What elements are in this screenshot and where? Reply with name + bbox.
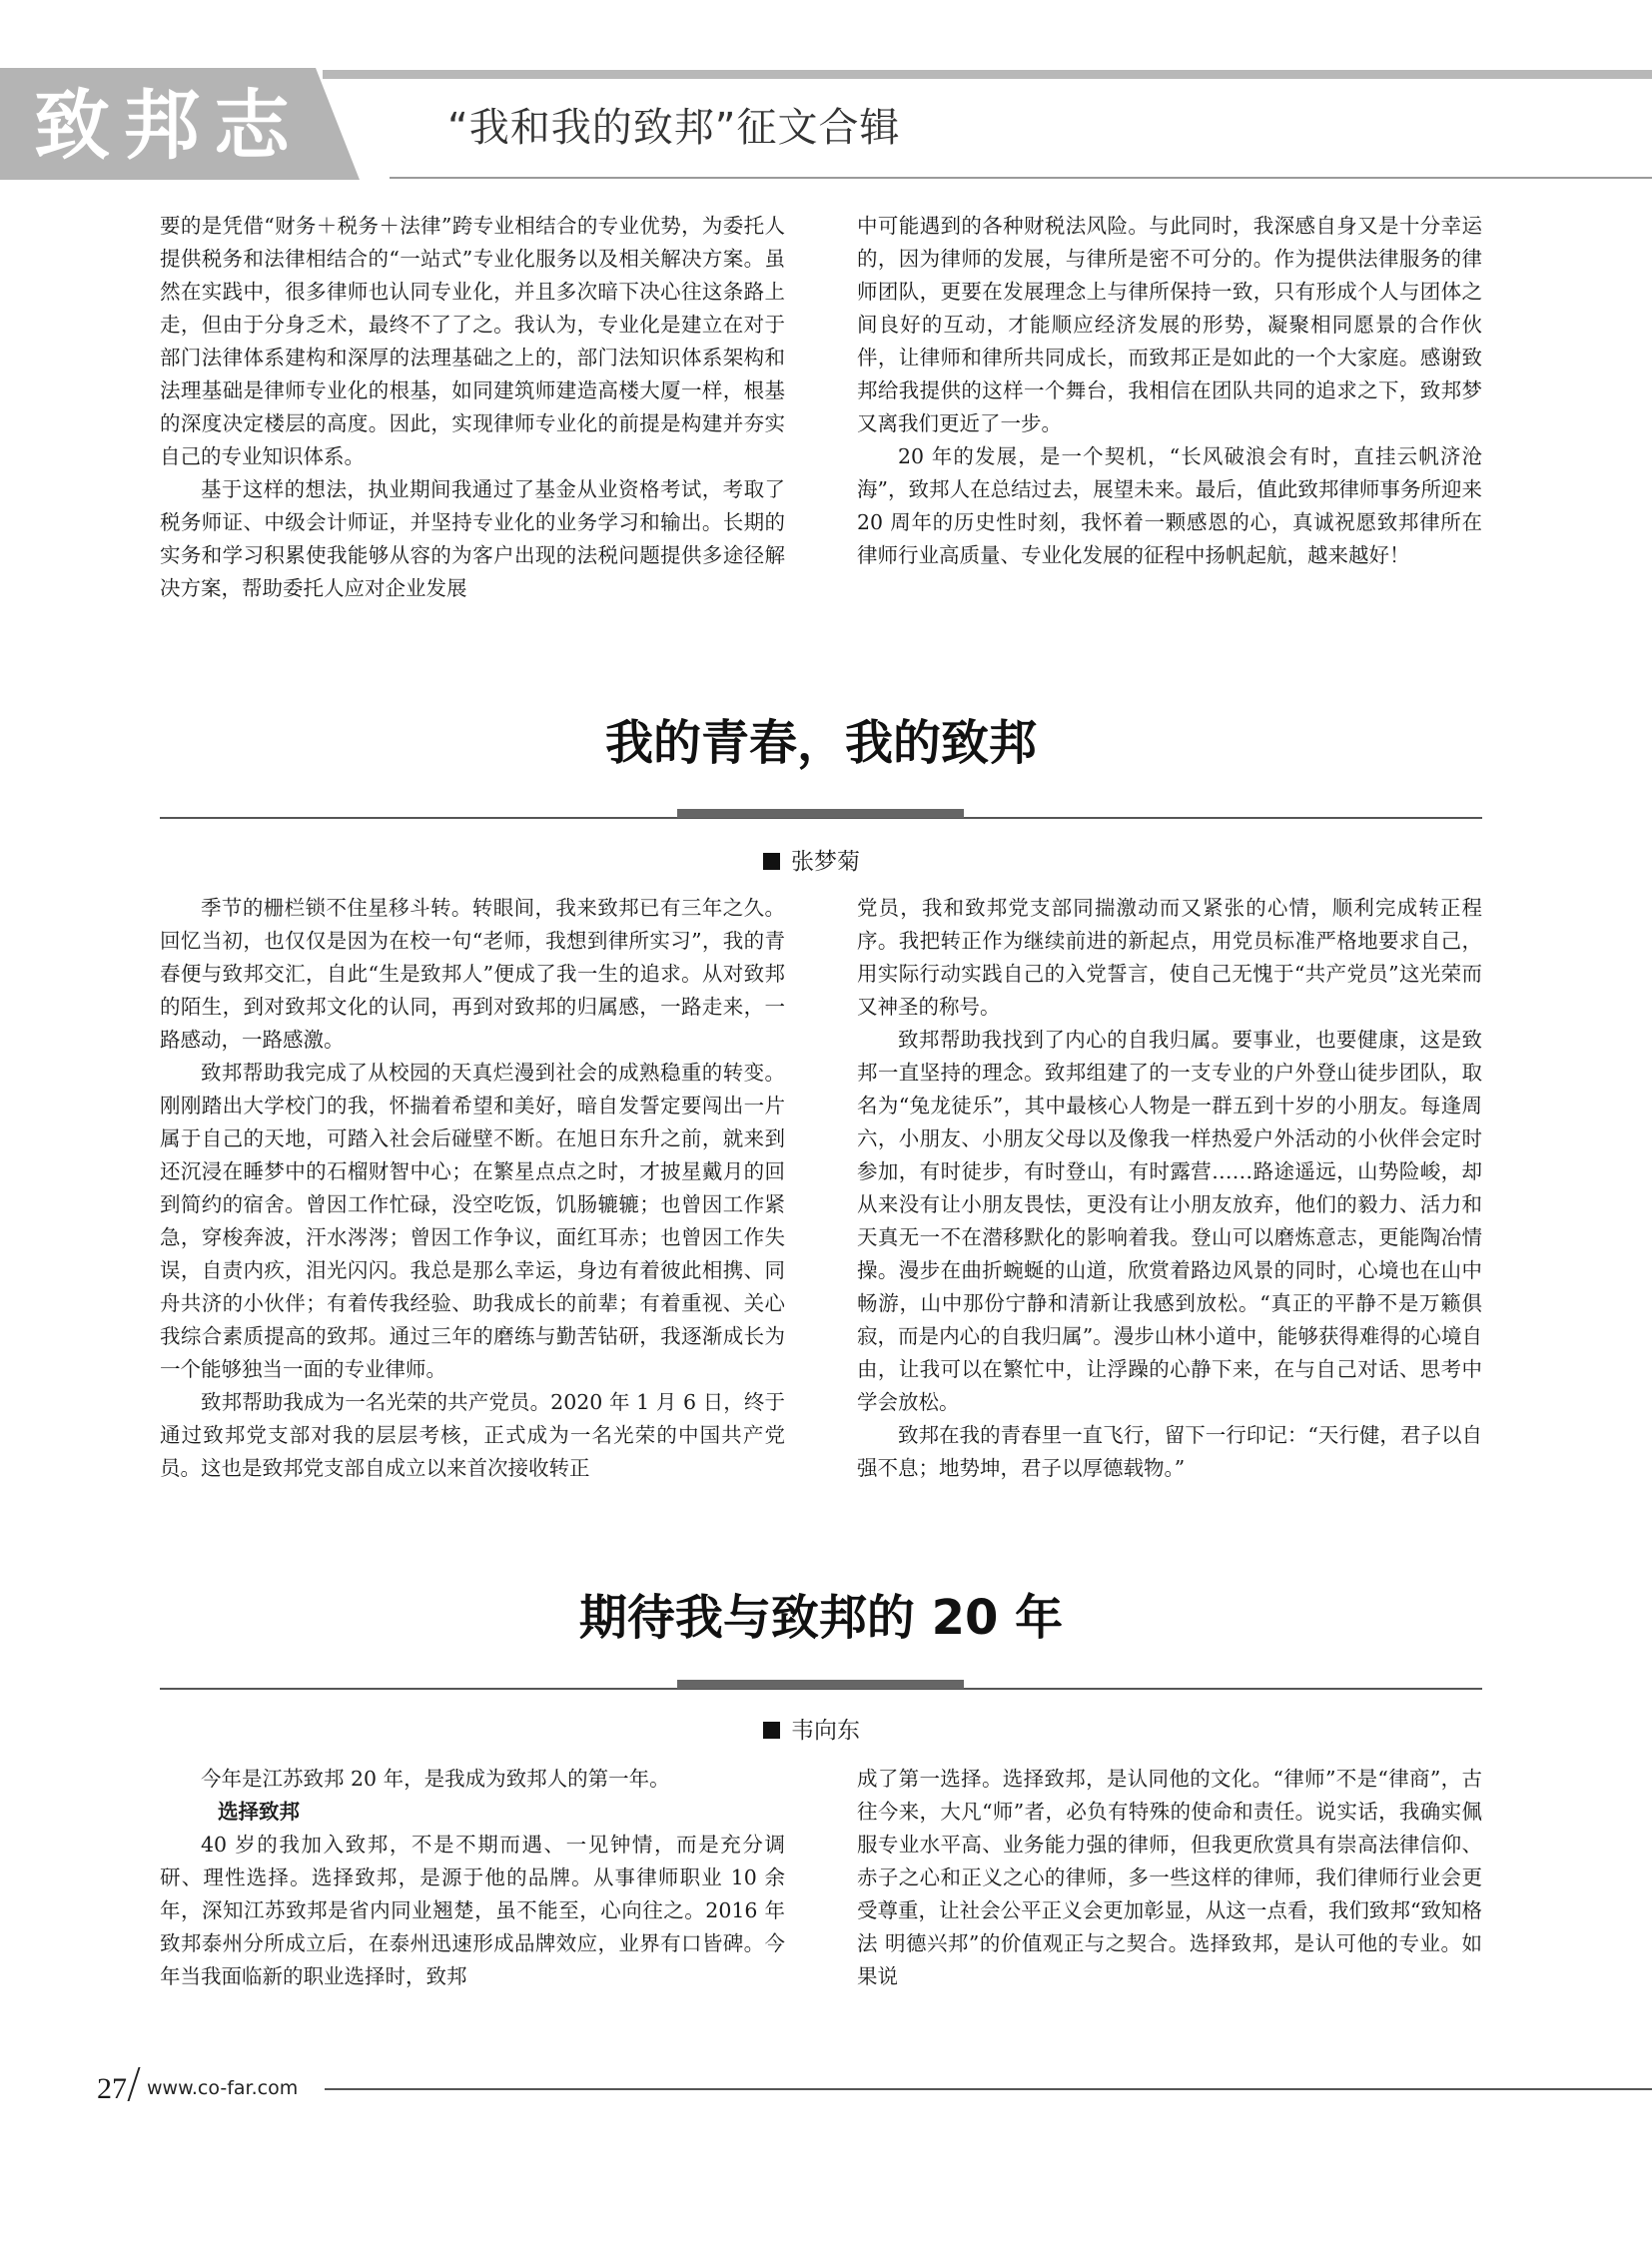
author-name: 张梦菊 — [791, 849, 860, 875]
paragraph: 20 年的发展，是一个契机，“长风破浪会有时，直挂云帆济沧海”，致邦人在总结过去，展望未来。最后，值此致邦律师事务所迎来 20 周年的历史性时刻，我怀着一颗感恩的心，真诚祝愿致邦律所在律师行业高质量、专业化发展的征程中扬帆起航，越来越好！ — [857, 444, 1482, 567]
paragraph: 党员，我和致邦党支部同揣激动而又紧张的心情，顺利完成转正程序。我把转正作为继续前进的新起点，用党员标准严格地要求自己，用实际行动实践自己的入党誓言，使自己无愧于“共产党员”这光荣而又神圣的称号。 — [857, 896, 1482, 1019]
paragraph: 40 岁的我加入致邦，不是不期而遇、一见钟情，而是充分调研、理性选择。选择致邦，是源于他的品牌。从事律师职业 10 余年，深知江苏致邦是省内同业翘楚，虽不能至，心向往之。2016 年致邦泰州分所成立后，在泰州迅速形成品牌效应，业界有口皆碑。今年当我面临新的职业选择时，致邦 — [160, 1833, 785, 1988]
intro-left-column — [160, 210, 785, 605]
paragraph: 致邦帮助我成为一名光荣的共产党员。2020 年 1 月 6 日，终于通过致邦党支部对我的层层考核，正式成为一名光荣的中国共产党员。这也是致邦党支部自成立以来首次接收转正 — [160, 1390, 785, 1480]
paragraph: 致邦帮助我找到了内心的自我归属。要事业，也要健康，这是致邦一直坚持的理念。致邦组建了的一支专业的户外登山徒步团队，取名为“兔龙徒乐”，其中最核心人物是一群五到十岁的小朋友。每逢周六，小朋友、小朋友父母以及像我一样热爱户外活动的小伙伴会定时参加，有时徒步，有时登山，有时露营……路途遥远，山势险峻，却从来没有让小朋友畏怯，更没有让小朋友放弃，他们的毅力、活力和天真无一不在潜移默化的影响着我。登山可以磨炼意志，更能陶冶情操。漫步在曲折蜿蜒的山道，欣赏着路边风景的同时，心境也在山中畅游，山中那份宁静和清新让我感到放松。“真正的平静不是万籁俱寂，而是内心的自我归属”。漫步山林小道中，能够获得难得的心境自由，让我可以在繁忙中，让浮躁的心静下来，在与自己对话、思考中学会放松。 — [857, 1028, 1482, 1414]
paragraph: 致邦帮助我完成了从校园的天真烂漫到社会的成熟稳重的转变。刚刚踏出大学校门的我，怀揣着希望和美好，暗自发誓定要闯出一片属于自己的天地，可踏入社会后碰壁不断。在旭日东升之前，就来到还沉浸在睡梦中的石榴财智中心；在繁星点点之时，才披星戴月的回到简约的宿舍。曾因工作忙碌，没空吃饭，饥肠辘辘；也曾因工作紧急，穿梭奔波，汗水涔涔；曾因工作争议，面红耳赤；也曾因工作失误，自责内疚，泪光闪闪。我总是那么幸运，身边有着彼此相携、同舟共济的小伙伴；有着传我经验、助我成长的前辈；有着重视、关心我综合素质提高的致邦。通过三年的磨练与勤苦钻研，我逐渐成长为一个能够独当一面的专业律师。 — [160, 1061, 785, 1381]
author-byline — [763, 846, 860, 878]
title-rule-accent — [677, 809, 964, 818]
bullet-square-icon — [763, 1722, 780, 1739]
article1-right-column — [857, 892, 1482, 1485]
paragraph: 基于这样的想法，执业期间我通过了基金从业资格考试，考取了税务师证、中级会计师证，并坚持专业化的业务学习和输出。长期的实务和学习积累使我能够从容的为客户出现的法税问题提供多途径解决方案，帮助委托人应对企业发展 — [160, 477, 785, 600]
article-title: 期待我与致邦的 20 年 — [578, 1590, 1064, 1646]
author-byline — [763, 1715, 860, 1747]
intro-right-column — [857, 210, 1482, 572]
article1-left-column — [160, 892, 785, 1485]
footer-slash — [127, 2067, 140, 2101]
header-bottom-rule — [390, 177, 1652, 179]
author-name: 韦向东 — [791, 1718, 860, 1744]
header-top-rule — [323, 70, 1652, 79]
paragraph: 季节的栅栏锁不住星移斗转。转眼间，我来致邦已有三年之久。回忆当初，也仅仅是因为在校一句“老师，我想到律所实习”，我的青春便与致邦交汇，自此“生是致邦人”便成了我一生的追求。从对致邦的陌生，到对致邦文化的认同，再到对致邦的归属感，一路走来，一路感动，一路感激。 — [160, 896, 785, 1052]
article-title: 我的青春，我的致邦 — [604, 715, 1037, 771]
paragraph: 成了第一选择。选择致邦，是认同他的文化。“律师”不是“律商”，古往今来，大凡“师”者，必负有特殊的使命和责任。说实话，我确实佩服专业水平高、业务能力强的律师，但我更欣赏具有崇高法律信仰、赤子之心和正义之心的律师，多一些这样的律师，我们律师行业会更受尊重，让社会公平正义会更加彰显，从这一点看，我们致邦“致知格法 明德兴邦”的价值观正与之契合。选择致邦，是认可他的专业。如果说 — [857, 1767, 1482, 1988]
paragraph: 今年是江苏致邦 20 年，是我成为致邦人的第一年。 — [201, 1767, 670, 1791]
subheading: 选择致邦 — [218, 1800, 300, 1824]
paragraph: 致邦在我的青春里一直飞行，留下一行印记：“天行健，君子以自强不息；地势坤，君子以厚德载物。” — [857, 1423, 1482, 1480]
footer-rule — [325, 2088, 1652, 2090]
paragraph: 中可能遇到的各种财税法风险。与此同时，我深感自身又是十分幸运的，因为律师的发展，与律所是密不可分的。作为提供法律服务的律师团队，更要在发展理念上与律所保持一致，只有形成个人与团体之间良好的互动，才能顺应经济发展的形势，凝聚相同愿景的合作伙伴，让律师和律所共同成长，而致邦正是如此的一个大家庭。感谢致邦给我提供的这样一个舞台，我相信在团队共同的追求之下，致邦梦又离我们更近了一步。 — [857, 214, 1482, 435]
bullet-square-icon — [763, 853, 780, 870]
title-rule-accent — [677, 1680, 964, 1689]
paragraph: 要的是凭借“财务＋税务＋法律”跨专业相结合的专业优势，为委托人提供税务和法律相结合的“一站式”专业化服务以及相关解决方案。虽然在实践中，很多律师也认同专业化，并且多次暗下决心往这条路上走，但由于分身乏术，最终不了了之。我认为，专业化是建立在对于部门法律体系建构和深厚的法理基础之上的，部门法知识体系架构和法理基础是律师专业化的根基，如同建筑师建造高楼大厦一样，根基的深度决定楼层的高度。因此，实现律师专业化的前提是构建并夯实自己的专业知识体系。 — [160, 214, 785, 468]
magazine-logo: 致邦志 — [34, 81, 304, 170]
footer-url: www.co-far.com — [147, 2077, 299, 2099]
article2-left-column — [160, 1763, 785, 1993]
article2-right-column — [857, 1763, 1482, 1993]
section-subtitle: “我和我的致邦”征文合辑 — [447, 105, 901, 151]
page-number: 27 — [97, 2072, 127, 2105]
